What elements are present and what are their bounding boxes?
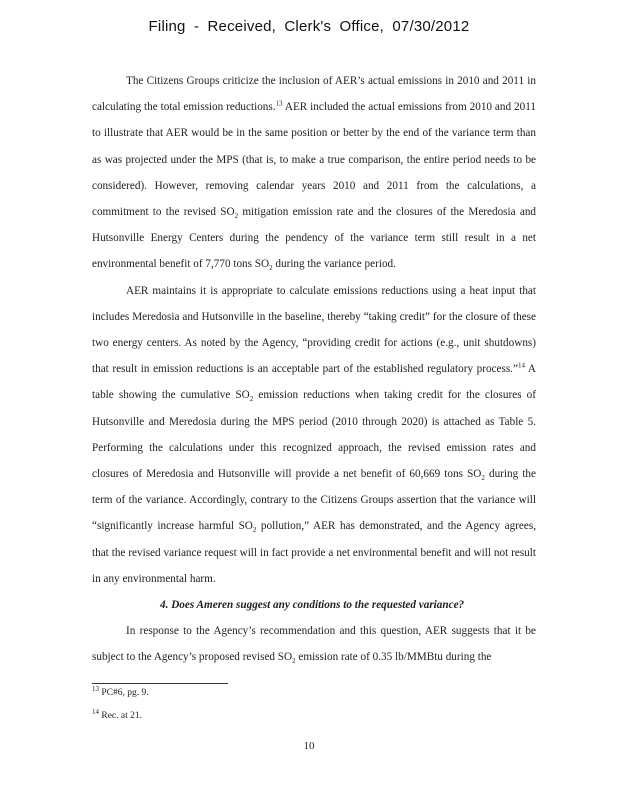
paragraph-1-text-d: during the variance period. (272, 258, 396, 271)
paragraph-2-text-c: emission reductions when taking credit for the closures of Hutsonville and Meredosia during the MPS period (2010 through 2020) is attached as Table 5. Performing the calculations under this recognized approach, the revised emission rates and closures of Meredosia and Hutsonville will provide a net benefit of 60,669 tons SO (92, 389, 536, 481)
paragraph-2 (92, 278, 536, 592)
footnote-mark: 13 (92, 684, 99, 693)
subscript-2: 2 (249, 395, 254, 404)
footnote-ref-14: 14 (517, 361, 525, 370)
subscript-2: 2 (234, 212, 239, 221)
paragraph-3-text-a: In response to the Agency’s recommendation and this question, AER suggests that it be subject to the Agency’s proposed revised SO (92, 625, 536, 664)
paragraph-2-text-d: during the term of the variance. Accordingly, contrary to the Citizens Groups assertion that the variance will “significantly increase harmful SO (92, 468, 536, 533)
paragraph-2-text-a: AER maintains it is appropriate to calculate emissions reductions using a heat input that includes Meredosia and Hutsonville in the baseline, thereby “taking credit” for the closure of these two energy centers. As noted by the Agency, “providing credit for actions (e.g., unit shutdowns) that result in emission reductions is an acceptable part of the established regulatory process.” (92, 284, 536, 376)
paragraph-3 (92, 618, 536, 670)
subscript-2: 2 (292, 657, 296, 666)
footnote-13 (92, 684, 149, 698)
footnote-ref-13: 13 (275, 99, 283, 108)
paragraph-2-text-e: pollution,” AER has demonstrated, and the Agency agrees, that the revised variance request will in fact provide a net environmental benefit and will not result in any environmental harm. (92, 520, 536, 585)
footnote-mark: 14 (92, 707, 99, 716)
paragraph-1 (92, 68, 536, 278)
page-number: 10 (303, 740, 315, 752)
document-body (92, 68, 536, 671)
filing-header: Filing - Received, Clerk's Office, 07/30/2012 (148, 18, 470, 35)
paragraph-1-text-a: The Citizens Groups criticize the inclusion of AER’s actual emissions in 2010 and 2011 in calculating the total emission reductions. (92, 75, 536, 114)
paragraph-2-text-b: A table showing the cumulative SO (92, 363, 537, 402)
subscript-2: 2 (269, 264, 273, 273)
section-heading: 4. Does Ameren suggest any conditions to the requested variance? (160, 599, 465, 612)
paragraph-3-text-b: emission rate of 0.35 lb/MMBtu during the (295, 651, 492, 664)
paragraph-1-text-b: AER included the actual emissions from 2010 and 2011 to illustrate that AER would be in the same position or better by the end of the variance term than as was projected under the MPS (that is, to make a true comparison, the entire period needs to be considered). However, removing calendar years 2010 and 2011 from the calculations, a commitment to the revised SO (92, 101, 536, 219)
paragraph-1-text-c: mitigation emission rate and the closures of the Meredosia and Hutsonville Energy Centers during the pendency of the variance term still result in a net environmental benefit of 7,770 tons SO (92, 206, 537, 271)
subscript-2: 2 (481, 474, 485, 483)
footnote-divider (92, 683, 228, 684)
subscript-2: 2 (252, 526, 257, 535)
footnote-text: Rec. at 21. (99, 711, 143, 721)
footnote-14 (92, 707, 143, 721)
footnote-text: PC#6, pg. 9. (99, 688, 149, 698)
